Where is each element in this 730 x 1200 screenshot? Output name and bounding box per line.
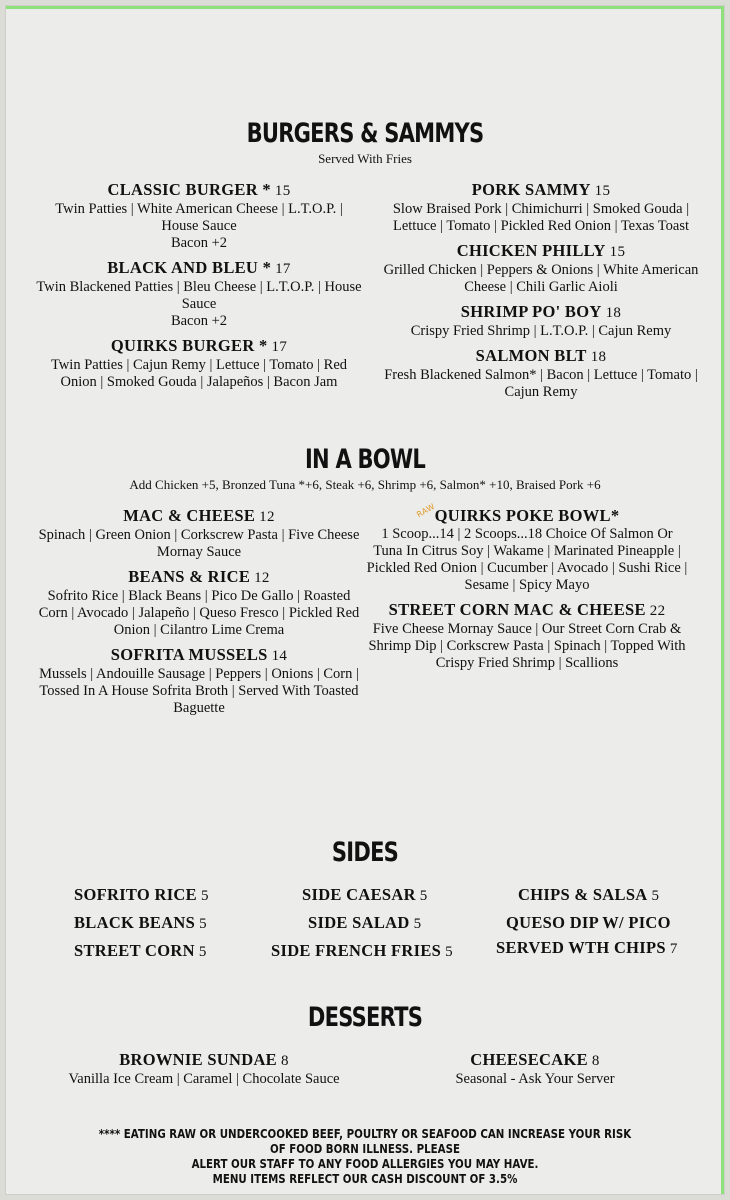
side-item-queso-dip <box>506 913 671 933</box>
item-name: STREET CORN MAC & CHEESE <box>388 600 646 619</box>
item-description: Seasonal - Ask Your Server <box>455 1071 615 1087</box>
item-name: BLACK AND BLEU * <box>107 258 272 277</box>
item-name: SIDE FRENCH FRIES <box>271 941 442 960</box>
menu-item-mac-and-cheese <box>36 506 362 561</box>
item-description: Crispy Fried Shrimp | L.T.O.P. | Cajun Remy <box>410 323 672 339</box>
item-name: QUESO DIP W/ PICO <box>506 913 671 932</box>
item-price: 12 <box>254 570 270 586</box>
item-name: CHEESECAKE <box>470 1050 588 1069</box>
side-item-queso-dip-chips <box>496 938 678 958</box>
menu-item-street-corn-mac <box>366 600 688 672</box>
item-name: CHICKEN PHILLY <box>456 241 606 260</box>
item-price: 14 <box>271 648 288 664</box>
item-price: 15 <box>609 244 626 260</box>
allergy-disclaimer <box>99 1126 632 1186</box>
item-name: SOFRITA MUSSELS <box>110 645 268 664</box>
item-name: SIDE CAESAR <box>302 885 416 904</box>
item-description: Grilled Chicken | Peppers & Onions | White American Cheese | Chili Garlic Aioli <box>383 262 699 295</box>
menu-item-black-and-bleu <box>36 258 362 330</box>
raw-tag: RAW <box>415 501 437 520</box>
section-subtitle-burgers: Served With Fries <box>318 151 412 166</box>
item-description: Sofrito Rice | Black Beans | Pico De Gallo | Roasted Corn | Avocado | Jalapeño | Queso Fresco | Pickled Red Onion | Cilantro Lime Crema <box>38 588 360 638</box>
item-price: 8 <box>591 1053 600 1069</box>
burgers-left-column <box>36 180 362 397</box>
side-item-sofrito-rice <box>74 885 209 905</box>
item-description: Fresh Blackened Salmon* | Bacon | Lettuce | Tomato | Cajun Remy <box>384 367 698 400</box>
item-name: STREET CORN <box>74 941 195 960</box>
item-price: 5 <box>651 888 660 904</box>
item-description: Vanilla Ice Cream | Caramel | Chocolate Sauce <box>68 1071 340 1087</box>
item-name: PORK SAMMY <box>471 180 591 199</box>
item-price: 5 <box>445 944 453 960</box>
side-item-street-corn <box>74 941 207 961</box>
item-description: Twin Patties | White American Cheese | L.T.O.P. | House Sauce <box>55 201 343 234</box>
menu-item-quirks-burger <box>36 336 362 391</box>
menu-item-sofrita-mussels <box>36 645 362 717</box>
item-name: SIDE SALAD <box>308 913 410 932</box>
item-description: Five Cheese Mornay Sauce | Our Street Corn Crab & Shrimp Dip | Corkscrew Pasta | Spinach | Topped With Crispy Fried Shrimp | Scallions <box>368 621 686 671</box>
item-addon: Bacon +2 <box>170 235 228 251</box>
side-item-side-french-fries <box>271 941 453 961</box>
menu-item-brownie-sundae <box>58 1050 350 1088</box>
item-price: 12 <box>259 509 275 525</box>
item-price: 7 <box>669 941 678 957</box>
item-name: BEANS & RICE <box>128 567 251 586</box>
item-name: CHIPS & SALSA <box>518 885 648 904</box>
menu-item-cheesecake <box>400 1050 670 1088</box>
item-price: 5 <box>200 888 209 904</box>
menu-item-shrimp-po-boy <box>382 302 700 340</box>
item-description: Twin Patties | Cajun Remy | Lettuce | Tomato | Red Onion | Smoked Gouda | Jalapeños | Bacon Jam <box>50 357 348 390</box>
disclaimer-line: ALERT OUR STAFF TO ANY FOOD ALLERGIES YOU MAY HAVE. <box>191 1156 539 1171</box>
item-price: 17 <box>271 339 288 355</box>
item-addon: Bacon +2 <box>170 313 228 329</box>
item-price: 18 <box>605 305 622 321</box>
section-subtitle-bowl: Add Chicken +5, Bronzed Tuna *+6, Steak +6, Shrimp +6, Salmon* +10, Braised Pork +6 <box>129 477 601 492</box>
item-name: SOFRITO RICE <box>74 885 197 904</box>
item-name: QUIRKS POKE BOWL* <box>434 506 620 525</box>
item-description: 1 Scoop...14 | 2 Scoops...18 Choice Of Salmon Or Tuna In Citrus Soy | Wakame | Marinated Pineapple | Pickled Red Onion | Cucumber | Avocado | Sushi Rice | Sesame | Spicy Mayo <box>366 526 688 593</box>
item-name: BLACK BEANS <box>74 913 196 932</box>
section-title-sides: SIDES <box>331 837 399 868</box>
item-name: QUIRKS BURGER * <box>110 336 268 355</box>
disclaimer-line: MENU ITEMS REFLECT OUR CASH DISCOUNT OF 3.5% <box>212 1171 518 1186</box>
section-title-burgers: BURGERS & SAMMYS <box>246 118 484 149</box>
menu-item-classic-burger <box>36 180 362 252</box>
item-name: SALMON BLT <box>475 346 587 365</box>
disclaimer-line: **** EATING RAW OR UNDERCOOKED BEEF, POULTRY OR SEAFOOD CAN INCREASE YOUR RISK OF FOOD BORN ILLNESS. PLEASE <box>98 1126 632 1156</box>
menu-item-pork-sammy <box>382 180 700 235</box>
item-price: 17 <box>275 261 291 277</box>
item-price: 22 <box>649 603 666 619</box>
item-description: Mussels | Andouille Sausage | Peppers | Onions | Corn | Tossed In A House Sofrita Broth | Served With Toasted Baguette <box>39 666 359 716</box>
side-item-side-caesar <box>302 885 428 905</box>
bowl-left-column <box>36 506 362 723</box>
menu-item-beans-and-rice <box>36 567 362 639</box>
item-price: 18 <box>590 349 607 365</box>
section-title-bowl: IN A BOWL <box>304 444 425 475</box>
item-name: CLASSIC BURGER * <box>107 180 271 199</box>
item-name: BROWNIE SUNDAE <box>119 1050 277 1069</box>
item-price: 5 <box>199 916 207 932</box>
menu-item-quirks-poke-bowl <box>366 506 688 594</box>
item-description: Slow Braised Pork | Chimichurri | Smoked Gouda | Lettuce | Tomato | Pickled Red Onion | Texas Toast <box>392 201 690 234</box>
item-price: 5 <box>198 944 207 960</box>
item-price: 8 <box>280 1053 289 1069</box>
item-name: MAC & CHEESE <box>123 506 256 525</box>
menu-item-chicken-philly <box>382 241 700 296</box>
item-price: 5 <box>413 916 422 932</box>
item-price: 15 <box>594 183 611 199</box>
burgers-right-column <box>382 180 700 407</box>
section-title-desserts: DESSERTS <box>307 1002 423 1033</box>
item-name: SERVED WTH CHIPS <box>496 938 666 957</box>
side-item-side-salad <box>308 913 421 933</box>
item-name: SHRIMP PO' BOY <box>460 302 602 321</box>
side-item-chips-and-salsa <box>518 885 659 905</box>
bowl-right-column <box>366 506 688 678</box>
item-price: 15 <box>274 183 291 199</box>
item-price: 5 <box>419 888 428 904</box>
item-description: Spinach | Green Onion | Corkscrew Pasta | Five Cheese Mornay Sauce <box>38 527 360 560</box>
menu-item-salmon-blt <box>382 346 700 401</box>
item-description: Twin Blackened Patties | Bleu Cheese | L.T.O.P. | House Sauce <box>36 279 362 312</box>
side-item-black-beans <box>74 913 207 933</box>
